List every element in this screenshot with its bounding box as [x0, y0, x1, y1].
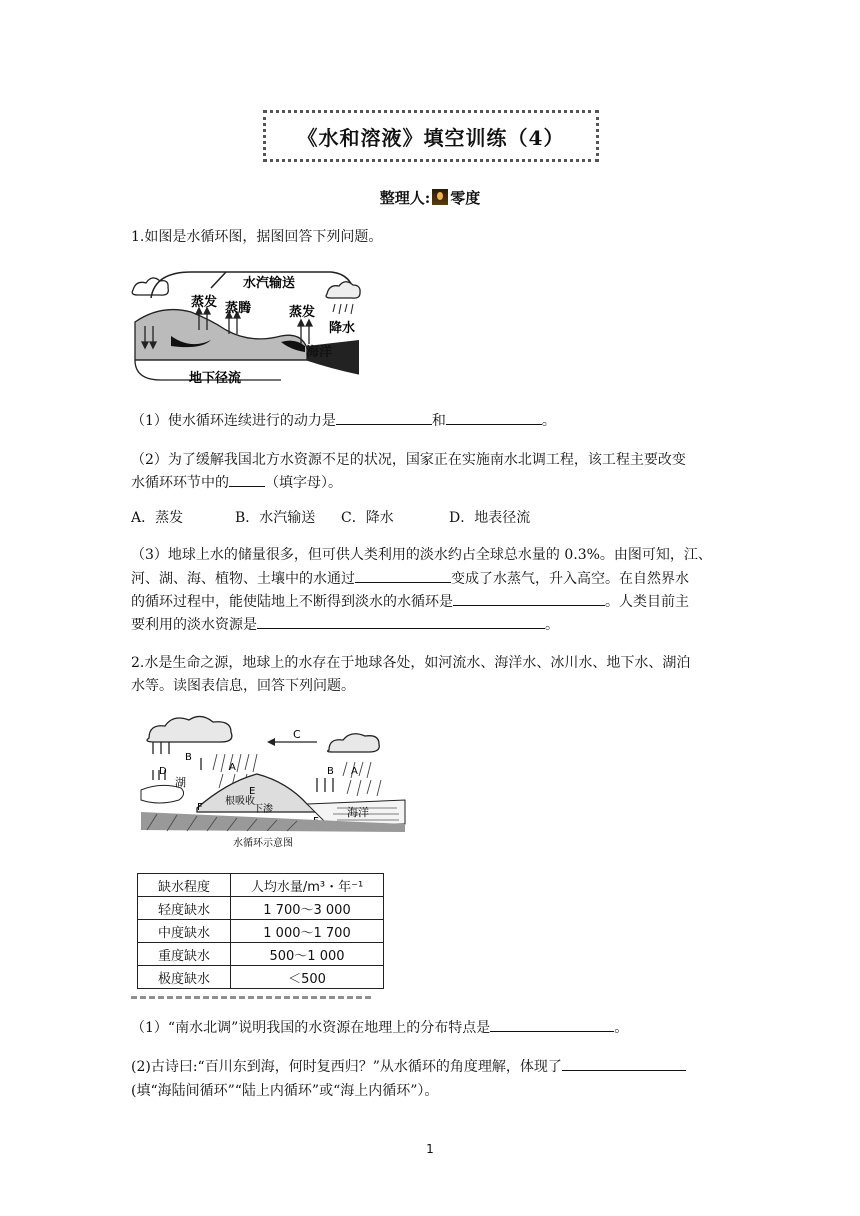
water-cycle-figure-2: [137, 712, 409, 852]
label-seep: 下渗: [253, 804, 273, 815]
q1-stem: 1.如图是水循环图，据图回答下列问题。: [131, 229, 383, 245]
label-e: E: [249, 786, 256, 797]
q2-sub1: [131, 1015, 731, 1041]
option-c: C．降水: [341, 510, 394, 526]
page-number: 1: [426, 1142, 434, 1156]
q1-sub3-line1: （3）地球上水的储量很多，但可供人类利用的淡水约占全球总水量的 0.3%。由图可知，江、: [131, 547, 712, 563]
table-cell: 1 000～1 700: [231, 920, 384, 943]
table-cell: ＜500: [231, 966, 384, 989]
page-title: 《水和溶液》填空训练（4）: [263, 110, 599, 162]
q1-sub1-text: （1）使水循环连续进行的动力是: [131, 413, 336, 429]
label-sea: 海洋: [347, 806, 369, 819]
water-cycle-figure-1: [131, 268, 363, 386]
table-cell: 轻度缺水: [138, 897, 231, 920]
label-f-left: F: [197, 802, 203, 813]
table-row: [138, 920, 384, 943]
blank-freshwater[interactable]: [257, 614, 545, 629]
table-header-cell: 人均水量/m³・年⁻¹: [231, 874, 384, 897]
blank-poem-cycle[interactable]: [562, 1056, 686, 1071]
label-b-left: B: [185, 752, 192, 763]
label-lake: 湖: [175, 776, 186, 789]
q2-sub2-line2: (填“海陆间循环”“陆上内循环”或“海上内循环”）。: [131, 1083, 439, 1099]
label-transpire: 蒸腾: [225, 301, 252, 316]
label-ocean: 海洋: [306, 345, 333, 360]
q1-sub1: [131, 408, 731, 434]
q1-sub3-text-f: 。: [545, 617, 559, 633]
table-row: [138, 943, 384, 966]
label-transport: 水汽输送: [243, 276, 296, 291]
q2-sub1-end: 。: [614, 1020, 629, 1036]
label-root: 根吸收: [225, 796, 255, 807]
q2-sub2-text: (2)古诗曰:“百川东到海，何时复西归？”从水循环的角度理解，体现了: [131, 1059, 562, 1075]
cut-off-line: [131, 996, 371, 999]
blank-power-1[interactable]: [336, 410, 432, 425]
label-groundwater: 地下径流: [189, 371, 242, 386]
compiler-prefix: 整理人:: [379, 189, 431, 207]
label-evap-right: 蒸发: [289, 305, 316, 320]
q1-sub3-text-d: 。人类目前主: [605, 594, 689, 610]
q1-sub3-text-b: 变成了水蒸气，升入高空。在自然界水: [451, 571, 689, 587]
label-evap-left: 蒸发: [191, 295, 218, 310]
q1-sub2-line2: [131, 470, 731, 496]
table-cell: 重度缺水: [138, 943, 231, 966]
table-cell: 500～1 000: [231, 943, 384, 966]
table-cell: 中度缺水: [138, 920, 231, 943]
option-d: D．地表径流: [449, 510, 531, 526]
table-cell: 极度缺水: [138, 966, 231, 989]
blank-letter[interactable]: [229, 472, 265, 487]
q2-sub1-text: （1）“南水北调”说明我国的水资源在地理上的分布特点是: [131, 1020, 491, 1036]
option-a: A．蒸发: [131, 510, 184, 526]
water-shortage-table: [137, 873, 384, 989]
q1-sub3-text-e: 要利用的淡水资源是: [131, 617, 257, 633]
table-cell: 1 700～3 000: [231, 897, 384, 920]
blank-process[interactable]: [355, 568, 451, 583]
q1-sub3-text-a: 河、湖、海、植物、土壤中的水通过: [131, 571, 355, 587]
label-precip: 降水: [329, 321, 356, 336]
table-header-cell: 缺水程度: [138, 874, 231, 897]
q1-sub1-and: 和: [431, 413, 446, 429]
q1-sub3-text-c: 的循环过程中，能使陆地上不断得到淡水的水循环是: [131, 594, 453, 610]
table-row: [138, 897, 384, 920]
compiler-line: [0, 187, 860, 208]
label-a-left: A: [229, 762, 236, 773]
option-b: B．水汽输送: [235, 510, 316, 526]
q2-stem-line1: 2.水是生命之源，地球上的水存在于地球各处，如河流水、海洋水、冰川水、地下水、湖泊: [131, 655, 691, 671]
label-b-right: B: [327, 766, 334, 777]
q1-sub1-end: 。: [541, 413, 556, 429]
q1-sub2-hint: （填字母）。: [265, 475, 342, 491]
q1-sub3-line4: [131, 612, 731, 638]
label-c: C: [293, 728, 301, 741]
avatar-icon: [432, 189, 448, 205]
label-caption: 水循环示意图: [233, 838, 293, 849]
table-row: [138, 966, 384, 989]
label-a-right: A: [351, 766, 358, 777]
table-header-row: [138, 874, 384, 897]
blank-distribution[interactable]: [490, 1017, 614, 1032]
q1-sub2-line1: （2）为了缓解我国北方水资源不足的状况，国家正在实施南水北调工程，该工程主要改变: [131, 452, 686, 468]
q2-sub2-line1: [131, 1054, 731, 1080]
compiler-name: 零度: [450, 189, 481, 207]
blank-power-2[interactable]: [446, 410, 542, 425]
blank-cycle[interactable]: [453, 591, 605, 606]
label-d: D: [159, 766, 167, 777]
q2-stem-line2: 水等。读图表信息，回答下列问题。: [131, 678, 355, 694]
q1-sub2-text: 水循环环节中的: [131, 475, 229, 491]
